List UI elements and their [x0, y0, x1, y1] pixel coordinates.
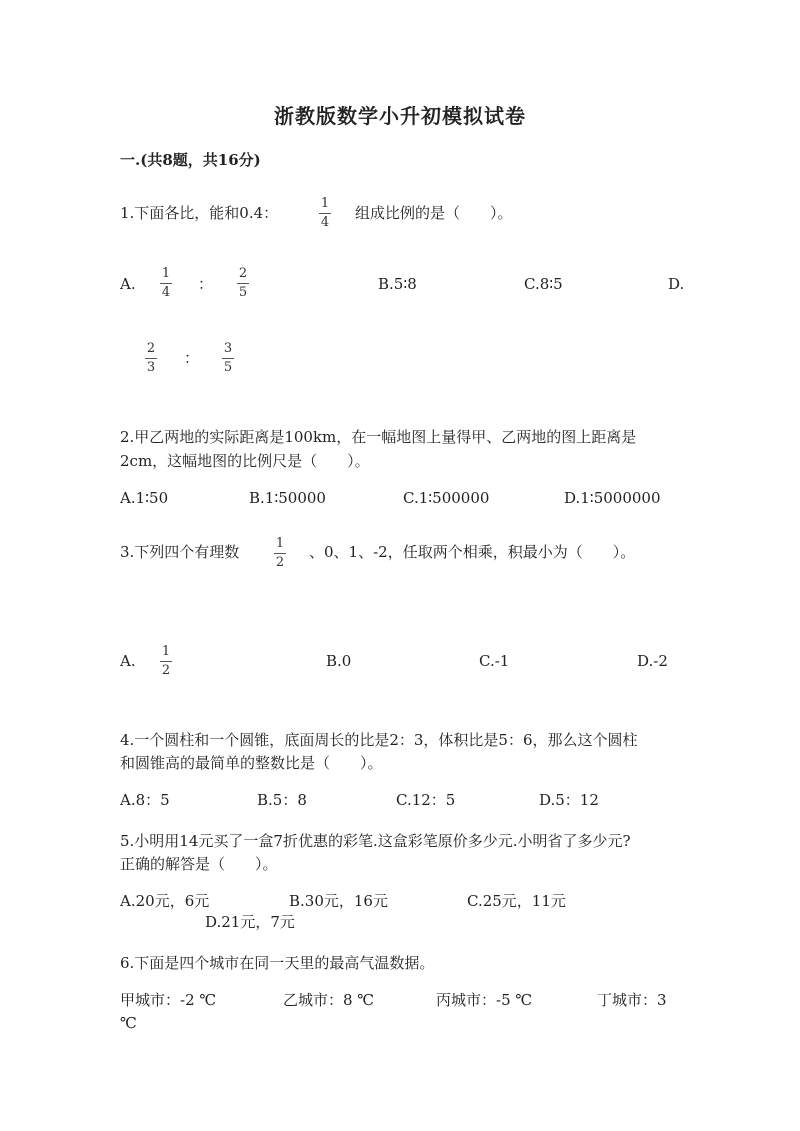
q2-option-b: B.1∶50000 — [249, 489, 326, 507]
q5-option-a: A.20元，6元 — [120, 892, 210, 910]
frac-num: 2 — [146, 341, 156, 356]
q4-option-d: D.5：12 — [539, 791, 599, 809]
frac-den: 2 — [275, 555, 285, 570]
q4-text-line2: 和圆锥高的最简单的整数比是（ ）。 — [120, 754, 383, 772]
q2-option-d: D.1∶5000000 — [564, 489, 661, 507]
frac-den: 5 — [223, 360, 233, 375]
frac-den: 4 — [161, 285, 171, 300]
section-heading: 一.(共8题，共16分) — [120, 151, 261, 169]
fraction-bar — [319, 213, 331, 214]
q2-text-line1: 2.甲乙两地的实际距离是100km，在一幅地图上量得甲、乙两地的图上距离是 — [120, 428, 637, 446]
q1-text-after: 组成比例的是（ ）。 — [355, 204, 513, 222]
q3-option-d: D.-2 — [637, 652, 668, 670]
q1-option-a-frac2 — [237, 267, 249, 300]
q3-option-c: C.-1 — [479, 652, 510, 670]
q4-option-c: C.12：5 — [396, 791, 456, 809]
q1-option-a-label: A. — [120, 275, 136, 293]
frac-den: 3 — [146, 360, 156, 375]
frac-num: 1 — [275, 536, 285, 551]
frac-num: 2 — [238, 266, 248, 281]
q1-option-d-colon: ： — [184, 349, 200, 367]
q4-option-b: B.5：8 — [257, 791, 307, 809]
q3-option-a-frac — [160, 645, 172, 678]
q4-option-a: A.8：5 — [120, 791, 170, 809]
fraction-bar — [160, 283, 172, 284]
frac-num: 1 — [161, 266, 171, 281]
q6-city-jia: 甲城市：-2 ℃ — [120, 991, 217, 1009]
q2-text-line2: 2cm，这幅地图的比例尺是（ ）。 — [120, 452, 370, 470]
q1-option-d-frac1 — [145, 342, 157, 375]
q6-text-line1: 6.下面是四个城市在同一天里的最高气温数据。 — [120, 954, 435, 972]
q1-option-b: B.5∶8 — [378, 275, 417, 293]
q1-option-a-frac1 — [160, 267, 172, 300]
q1-option-d-label: D. — [668, 275, 685, 293]
q1-option-a-colon: ： — [198, 275, 214, 293]
fraction-bar — [274, 553, 286, 554]
frac-num: 1 — [161, 644, 171, 659]
frac-den: 2 — [161, 663, 171, 678]
q2-option-c: C.1∶500000 — [403, 489, 490, 507]
fraction-bar — [237, 283, 249, 284]
q1-option-c: C.8∶5 — [524, 275, 563, 293]
q3-text-before: 3.下列四个有理数 — [120, 543, 240, 561]
q3-option-b: B.0 — [326, 652, 352, 670]
q1-frac-num: 1 — [320, 196, 330, 211]
frac-den: 5 — [238, 285, 248, 300]
q3-text-after: 、0、1、-2，任取两个相乘，积最小为（ ）。 — [309, 543, 636, 561]
q3-option-a-label: A. — [120, 652, 136, 670]
q2-option-a: A.1∶50 — [120, 489, 169, 507]
q1-text-before: 1.下面各比，能和0.4： — [120, 204, 279, 222]
q6-city-ding-unit: ℃ — [120, 1014, 137, 1032]
q1-fraction — [319, 197, 331, 230]
page-title: 浙教版数学小升初模拟试卷 — [274, 104, 526, 128]
fraction-bar — [160, 661, 172, 662]
fraction-bar — [222, 358, 234, 359]
frac-num: 3 — [223, 341, 233, 356]
q6-city-ding: 丁城市：3 — [597, 991, 667, 1009]
q5-option-b: B.30元，16元 — [289, 892, 388, 910]
q3-fraction — [274, 537, 286, 570]
q6-city-bing: 丙城市：-5 ℃ — [436, 991, 533, 1009]
q5-option-c: C.25元，11元 — [467, 892, 566, 910]
q1-option-d-frac2 — [222, 342, 234, 375]
q6-city-yi: 乙城市：8 ℃ — [283, 991, 375, 1009]
q1-frac-den: 4 — [320, 215, 330, 230]
q5-text-line1: 5.小明用14元买了一盒7折优惠的彩笔.这盒彩笔原价多少元.小明省了多少元? — [120, 832, 631, 850]
q4-text-line1: 4.一个圆柱和一个圆锥，底面周长的比是2：3，体积比是5：6，那么这个圆柱 — [120, 731, 638, 749]
q5-text-line2: 正确的解答是（ ）。 — [120, 855, 278, 873]
fraction-bar — [145, 358, 157, 359]
q5-option-d: D.21元，7元 — [205, 913, 295, 931]
